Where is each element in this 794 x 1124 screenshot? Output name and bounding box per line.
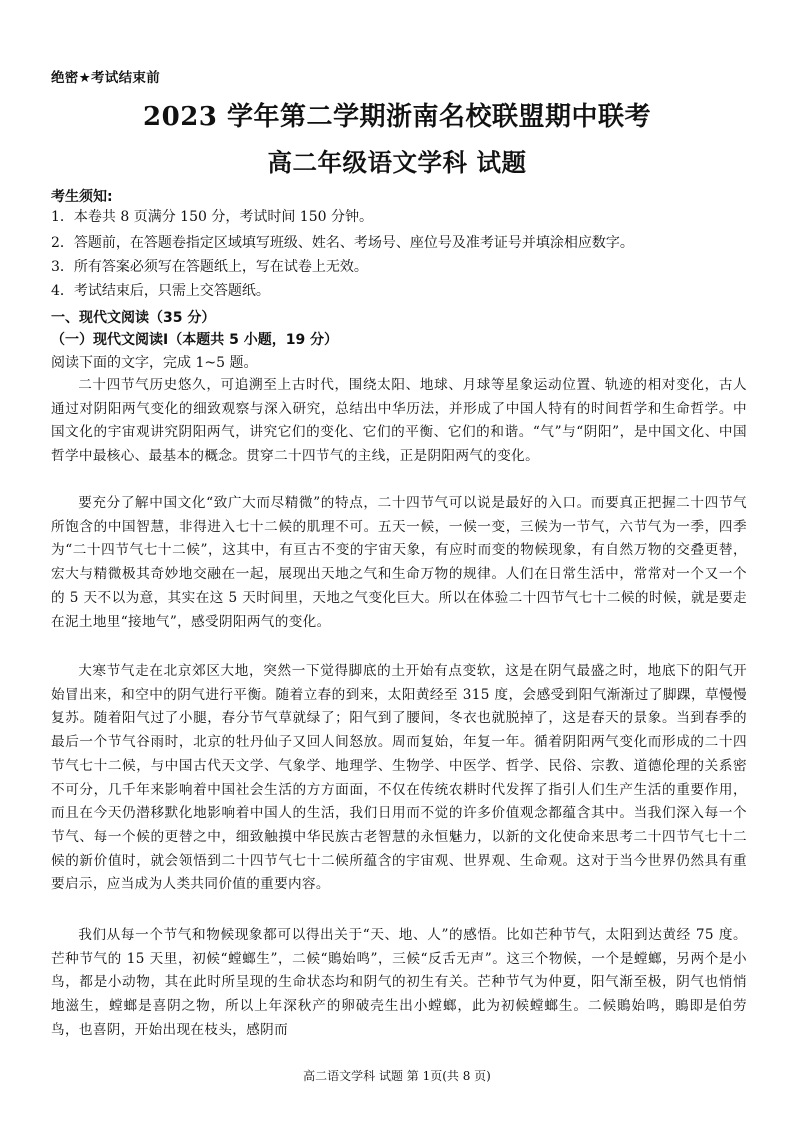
section-heading: 一、现代文阅读（35 分） [51, 310, 216, 326]
subsection-heading: （一）现代文阅读Ⅰ（本题共 5 小题，19 分） [51, 332, 339, 348]
notice-item: 3．所有答案必须写在答题纸上，写在试卷上无效。 [51, 259, 368, 275]
page-footer: 高二语文学科 试题 第 1页(共 8 页) [303, 1069, 491, 1083]
confidential-label: 绝密★考试结束前 [51, 70, 161, 86]
passage-paragraph: 大寒节气走在北京郊区大地，突然一下觉得脚底的土开始有点变软，这是在阴气最盛之时，地底下的阳气开始冒出来，和空中的阴气进行平衡。随着立春的到来，太阳黄经至 315 度，会感受到阳气渐渐过了脚踝，草慢慢复苏。随着阳气过了小腿，春分节气草就绿了；阳气到了腰间，冬衣也就脱掉了，这是春天的景象。当到春季的最后一个节气谷雨时，北京的牡丹仙子又回人间怒放。周而复始，年复一年。循着阴阳两气变化而形成的二十四节气七十二候，与中国古代天文学、气象学、地理学、生物学、中医学、哲学、民俗、宗教、道德伦理的关系密不可分，几千年来影响着中国社会生活的方方面面，不仅在传统农耕时代发挥了指引人们生产生活的重要作用，而且在今天仍潜移默化地影响着中国人的生活，我们日用而不觉的许多价值观念都蕴含其中。当我们深入每一个节气、每一个候的更替之中，细致触摸中华民族古老智慧的永恒魅力，以新的文化使命来思考二十四节气七十二候的新价值时，就会领悟到二十四节气七十二候所蕴含的宇宙观、世界观、生命观。这对于当今世界仍然具有重要启示，应当成为人类共同价值的重要内容。 [51, 663, 747, 893]
passage-paragraph: 我们从每一个节气和物候现象都可以得出关于“天、地、人”的感悟。比如芒种节气，太阳到达黄经 75 度。芒种节气的 15 天里，初候“螳螂生”，二候“鵙始鸣”，三候“反舌无声”。这三个物候，一个是螳螂，另两个是小鸟，都是小动物，其在此时所呈现的生命状态均和阴气的初生有关。芒种节气为仲夏，阳气渐至极，阴气也悄悄地滋生，螳螂是喜阴之物，所以上年深秋产的卵破壳生出小螳螂，此为初候螳螂生。二候鵙始鸣，鵙即是伯劳鸟，也喜阴，开始出现在枝头，感阴而 [51, 927, 747, 1038]
reading-instruction: 阅读下面的文字，完成 1~5 题。 [51, 355, 258, 371]
passage-paragraph: 要充分了解中国文化“致广大而尽精微”的特点，二十四节气可以说是最好的入口。而要真正把握二十四节气所饱含的中国智慧，非得进入七十二候的肌理不可。五天一候，一候一变，三候为一节气，六节气为一季，四季为“二十四节气七十二候”，这其中，有亘古不变的宇宙天象，有应时而变的物候现象，有自然万物的交叠更替，宏大与精微极其奇妙地交融在一起，展现出天地之气和生命万物的规律。人们在日常生活中，常常对一个又一个的 5 天不以为意，其实在这 5 天时间里，天地之气变化巨大。所以在体验二十四节气七十二候的时候，就是要走在泥土地里“接地气”，感受阴阳两气的变化。 [51, 495, 747, 630]
exam-title: 2023 学年第二学期浙南名校联盟期中联考 [143, 102, 651, 132]
notice-item: 4．考试结束后，只需上交答题纸。 [51, 283, 270, 299]
exam-subtitle: 高二年级语文学科 试题 [267, 148, 527, 177]
passage-paragraph: 二十四节气历史悠久，可追溯至上古时代，围绕太阳、地球、月球等星象运动位置、轨迹的相对变化，古人通过对阴阳两气变化的细致观察与深入研究，总结出中华历法，并形成了中国人特有的时间哲学和生命哲学。中国文化的宇宙观讲究阴阳两气，讲究它们的变化、它们的平衡、它们的和谐。“气”与“阴阳”，是中国文化、中国哲学中最核心、最基本的概念。贯穿二十四节气的主线，正是阴阳两气的变化。 [51, 377, 747, 465]
notice-heading: 考生须知: [51, 189, 113, 205]
notice-item: 1．本卷共 8 页满分 150 分，考试时间 150 分钟。 [51, 209, 373, 225]
notice-item: 2．答题前，在答题卷指定区域填写班级、姓名、考场号、座位号及准考证号并填涂相应数字。 [51, 235, 634, 251]
